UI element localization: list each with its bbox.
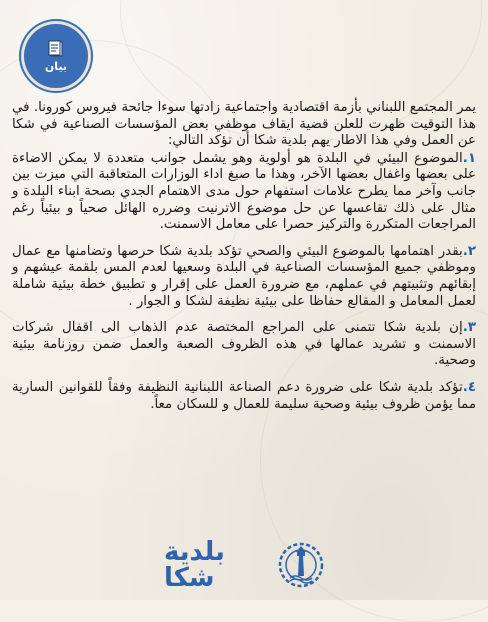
badge-label: بيان bbox=[44, 60, 68, 73]
statement-item bbox=[12, 244, 476, 310]
document-icon bbox=[48, 40, 64, 58]
item-text: تؤكد بلدية شكا على ضرورة دعم الصناعة اللبنانية النظيفة وفقاً للقوانين السارية مما يؤمن ظروف بيئية وصحية سليمة للعمال و للسكان معاً. bbox=[12, 379, 476, 412]
statement-item bbox=[12, 320, 476, 370]
item-number: ٣. bbox=[462, 320, 476, 336]
statement-body bbox=[12, 100, 476, 423]
item-text: إن بلدية شكا تتمنى على المراجع المختصة عدم الذهاب الى اقفال شركات الاسمنت و تشريد عمالها في هذه الظروف الصعبة والعمل ضمن روزنامة بيئية وصحية. bbox=[12, 320, 476, 369]
municipality-logo bbox=[164, 538, 324, 592]
statement-item bbox=[12, 380, 476, 413]
item-number: ٤. bbox=[462, 379, 476, 395]
item-text: الموضوع البيئي في البلدة هو أولوية وهو يشمل جوانب متعددة لا يمكن الاضاءة على بعضها واغفال بعضها الآخر، وهذا ما صبغ اداء الوزارات المتعاقبة التي ميزت بين جانب وآخر مما يطرح علامات استفهام حول مدى الاهتمام الجدي بصحة ابناء البلدة و مثال على ذلك تقاعسها عن حل موضوع الاترنيت وضرره الهائل صحياً و بيئياً رغم المراجعات المتكررة والتركيز حصرا على معامل الاسمنت. bbox=[12, 150, 476, 233]
logo-text: بلدية شكا bbox=[164, 537, 225, 593]
item-number: ٢. bbox=[462, 243, 476, 259]
statement-badge bbox=[24, 24, 88, 88]
statement-intro: يمر المجتمع اللبناني بأزمة اقتصادية واجتماعية زادتها سوءا جائحة فيروس كورونا. في هذا التوقيت ظهرت للعلن قضية ايقاف موظفي بعض المؤسسات الصناعية في شكا عن العمل وفي هذا الاطار يهم بلدية شكا أن تؤكد التالي: bbox=[12, 100, 476, 149]
lighthouse-emblem-icon bbox=[278, 540, 324, 590]
statement-item bbox=[12, 151, 476, 234]
item-number: ١. bbox=[462, 150, 476, 166]
item-text: بقدر اهتمامها بالموضوع البيئي والصحي تؤكد بلدية شكا حرصها وتضامنها مع عمال وموظفي جميع المؤسسات الصناعية في البلدة وسعيها لعدم المس بلقمة عيشهم و إبقائهم وتثبيتهم في عملهم، مع ضرورة العمل على إقرار و تطبيق خطة بيئية شاملة لعمل المعامل و المقالع حفاظا على بيئية نظيفة لشكا و الجوار . bbox=[12, 243, 476, 309]
